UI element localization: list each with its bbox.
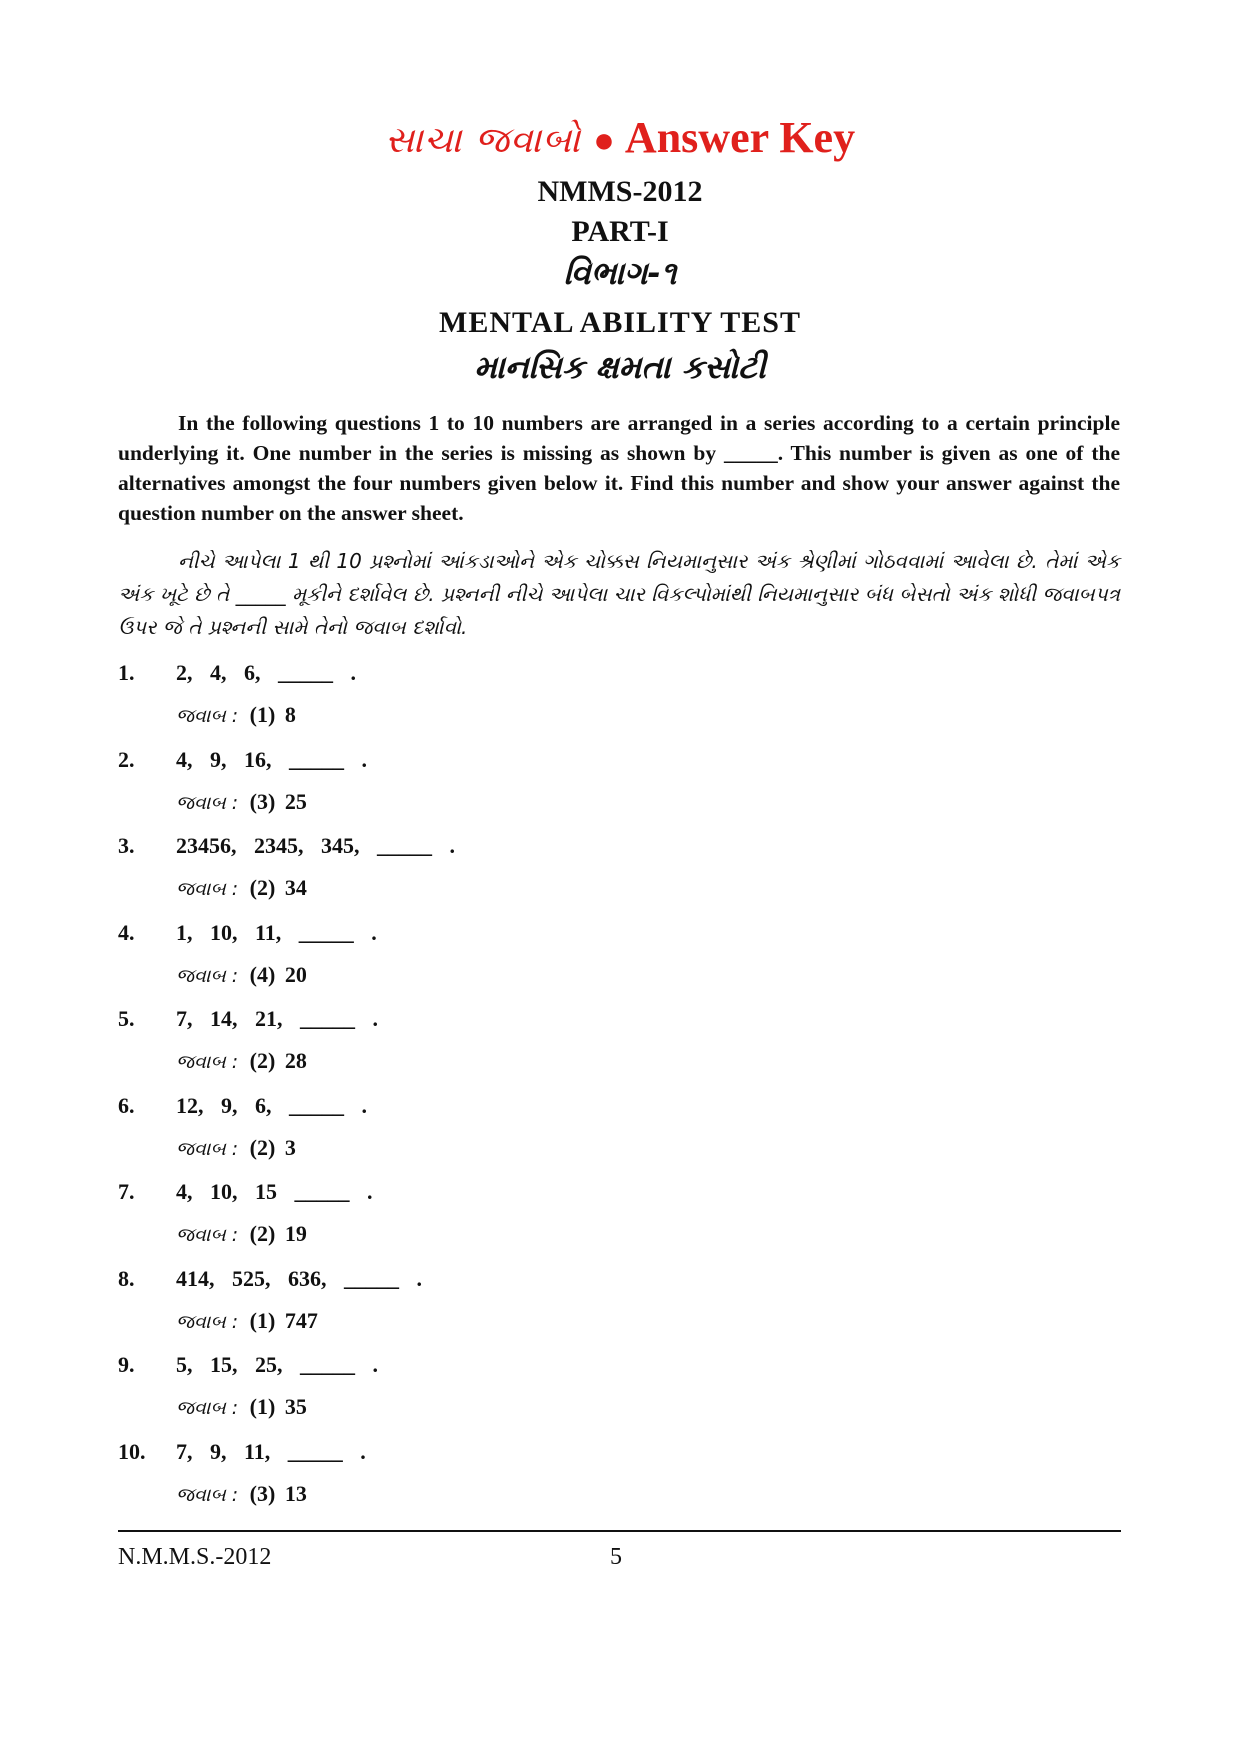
answer-label: જવાબ :	[176, 1397, 239, 1419]
question-series: 414, 525, 636, _____ .	[176, 1265, 422, 1291]
question-number: 4.	[118, 919, 135, 945]
answer-label: જવાબ :	[176, 878, 239, 900]
answer-value: (2) 28	[249, 1048, 307, 1073]
footer-divider	[118, 1530, 1121, 1532]
answer-value: (2) 3	[249, 1134, 296, 1160]
answer-value: (2) 34	[249, 875, 307, 900]
question-series: 5, 15, 25, _____ .	[176, 1352, 378, 1377]
question-series: 4, 10, 15 _____ .	[176, 1179, 373, 1204]
answer-value: (4) 20	[249, 961, 307, 987]
question-series: 1, 10, 11, _____ .	[176, 919, 377, 945]
answer-value: (1) 35	[249, 1394, 307, 1419]
question-number: 3.	[118, 833, 135, 858]
question-row	[118, 1352, 378, 1378]
question-row	[118, 1266, 422, 1292]
question-item	[118, 660, 1118, 747]
answer-row	[176, 702, 296, 728]
answer-label: જવાબ :	[176, 1051, 239, 1073]
answer-row	[176, 962, 307, 988]
title-english: Answer Key	[624, 113, 856, 162]
answer-value: (1) 747	[249, 1307, 318, 1333]
question-number: 5.	[118, 1006, 135, 1031]
page-title	[0, 112, 1240, 163]
question-row	[118, 1179, 373, 1205]
question-item	[118, 1179, 1118, 1266]
answer-row	[176, 875, 307, 901]
answer-row	[176, 1135, 296, 1161]
answer-label: જવાબ :	[176, 791, 239, 814]
title-gujarati: સાચા જવાબો	[384, 120, 582, 161]
footer-exam-name: N.M.M.S.-2012	[118, 1544, 272, 1570]
question-row	[118, 1439, 366, 1465]
page-number: 5	[610, 1544, 622, 1570]
question-number: 10.	[118, 1438, 146, 1464]
part-heading-gujarati: વિભાગ-૧	[563, 254, 677, 292]
instructions-english: In the following questions 1 to 10 numbers are arranged in a series according to a certain principle underlying it. One number in the series is missing as shown by _____. This number is given as one of the alternatives amongst the four numbers given below it. Find this number and show your answer against the question number on the answer sheet.	[118, 411, 1120, 525]
answer-row	[176, 1308, 318, 1334]
answer-label: જવાબ :	[176, 1483, 239, 1506]
answer-row	[176, 1221, 307, 1247]
question-item	[118, 920, 1118, 1007]
answer-value: (3) 13	[249, 1480, 307, 1506]
answer-value: (2) 19	[249, 1221, 307, 1246]
section-heading-gujarati: માનસિક ક્ષમતા કસોટી	[474, 348, 766, 386]
question-row	[118, 833, 455, 859]
answer-label: જવાબ :	[176, 1137, 239, 1160]
question-number: 8.	[118, 1265, 135, 1291]
question-item	[118, 747, 1118, 834]
question-item	[118, 1352, 1118, 1439]
question-item	[118, 1093, 1118, 1180]
answer-row	[176, 1481, 307, 1507]
question-series: 7, 14, 21, _____ .	[176, 1006, 378, 1031]
answer-row	[176, 789, 307, 815]
exam-name: NMMS-2012	[537, 175, 703, 208]
question-list	[118, 660, 1118, 1525]
title-bullet: ●	[593, 120, 615, 160]
answer-label: જવાબ :	[176, 1224, 239, 1246]
answer-label: જવાબ :	[176, 1310, 239, 1333]
answer-label: જવાબ :	[176, 705, 239, 727]
section-heading: MENTAL ABILITY TEST	[439, 306, 801, 339]
question-number: 9.	[118, 1352, 135, 1377]
question-number: 6.	[118, 1092, 135, 1118]
question-number: 2.	[118, 746, 135, 772]
question-row	[118, 1006, 378, 1032]
question-row	[118, 920, 377, 946]
question-number: 7.	[118, 1179, 135, 1204]
question-series: 23456, 2345, 345, _____ .	[176, 833, 455, 858]
question-number: 1.	[118, 660, 135, 685]
question-item	[118, 1006, 1118, 1093]
question-series: 4, 9, 16, _____ .	[176, 746, 367, 772]
part-heading: PART-I	[571, 215, 669, 248]
question-row	[118, 1093, 367, 1119]
question-series: 7, 9, 11, _____ .	[176, 1438, 366, 1464]
answer-value: (1) 8	[249, 702, 296, 727]
question-series: 2, 4, 6, _____ .	[176, 660, 356, 685]
question-item	[118, 1266, 1118, 1353]
question-series: 12, 9, 6, _____ .	[176, 1092, 367, 1118]
answer-row	[176, 1048, 307, 1074]
answer-row	[176, 1394, 307, 1420]
answer-value: (3) 25	[249, 788, 307, 814]
question-row	[118, 660, 356, 686]
answer-label: જવાબ :	[176, 964, 239, 987]
question-item	[118, 1439, 1118, 1526]
question-item	[118, 833, 1118, 920]
question-row	[118, 747, 367, 773]
instructions-gujarati: નીચે આપેલા 1 થી 10 પ્રશ્નોમાં આંકડાઓને એક ચોક્કસ નિયમાનુસાર અંક શ્રેણીમાં ગોઠવવામાં આવેલા છે. તેમાં એક અંક ખૂટે છે તે _____ મૂકીને દર્શાવેલ છે. પ્રશ્નની નીચે આપેલા ચાર વિકલ્પોમાંથી નિયમાનુસાર બંધ બેસતો અંક શોધી જવાબપત્ર ઉપર જે તે પ્રશ્નની સામે તેનો જવાબ દર્શાવો.	[118, 549, 1120, 639]
